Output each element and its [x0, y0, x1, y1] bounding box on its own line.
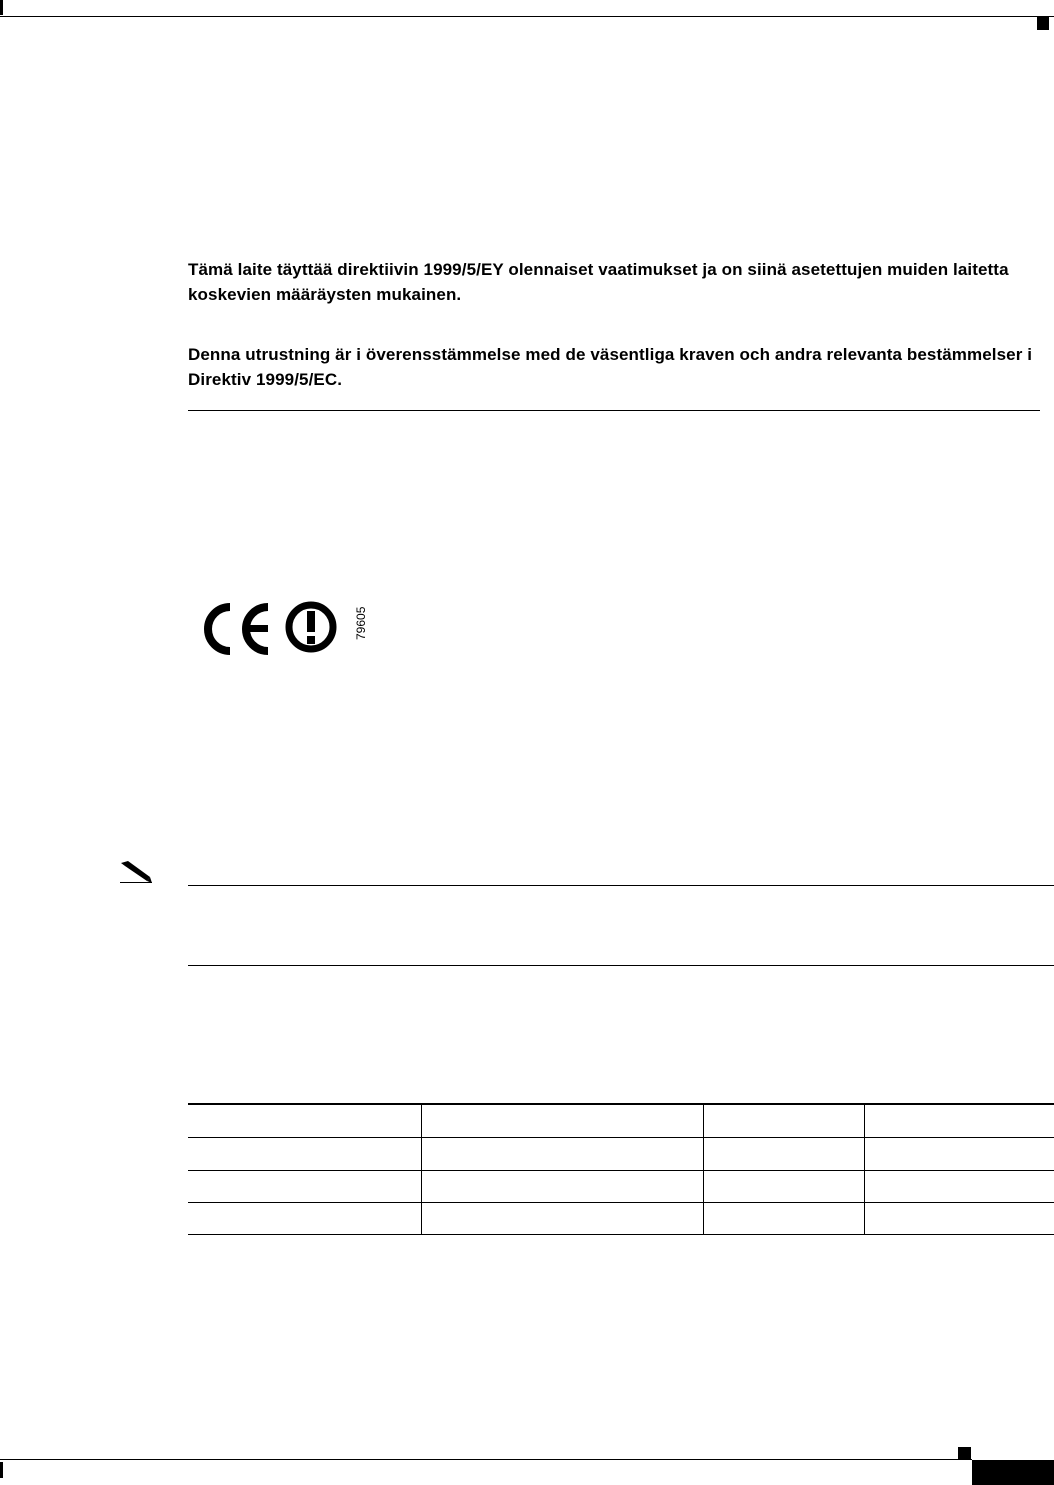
- table-row: [188, 1138, 1054, 1171]
- column-divider: [864, 1202, 865, 1234]
- header-rule: [0, 16, 1054, 17]
- table-row: [188, 1170, 1054, 1203]
- footer-rule: [0, 1459, 972, 1460]
- pencil-note-icon: [118, 860, 154, 884]
- header-corner-square: [1037, 17, 1049, 30]
- column-divider: [703, 1105, 704, 1137]
- swedish-declaration: Denna utrustning är i överensstämmelse med de väsentliga kraven och andra relevanta bestämmelser i Direktiv 1999/5/EC.: [188, 345, 1033, 389]
- column-divider: [703, 1202, 704, 1234]
- column-divider: [421, 1202, 422, 1234]
- column-divider: [421, 1170, 422, 1202]
- footer-left-tick: [0, 1462, 3, 1478]
- alert-circle-icon: [289, 605, 333, 649]
- column-divider: [703, 1170, 704, 1202]
- figure-number: 79605: [354, 606, 368, 640]
- note-top-rule: [188, 885, 1054, 886]
- column-divider: [864, 1138, 865, 1170]
- table-row: [188, 1105, 1054, 1138]
- note-bottom-rule: [188, 965, 1054, 966]
- column-divider: [421, 1105, 422, 1137]
- table-row: [188, 1202, 1054, 1235]
- column-divider: [864, 1170, 865, 1202]
- compliance-marks: [198, 598, 368, 660]
- column-divider: [703, 1138, 704, 1170]
- section-divider: [188, 410, 1040, 411]
- column-divider: [864, 1105, 865, 1137]
- finnish-declaration: Tämä laite täyttää direktiivin 1999/5/EY olennaiset vaatimukset ja on siinä asetettujen muiden laitetta koskevien määräysten mukainen.: [188, 260, 1009, 304]
- header-left-tick: [0, 0, 3, 15]
- ce-mark-icon: [208, 607, 268, 651]
- column-divider: [421, 1138, 422, 1170]
- footer-page-tab: [972, 1460, 1054, 1485]
